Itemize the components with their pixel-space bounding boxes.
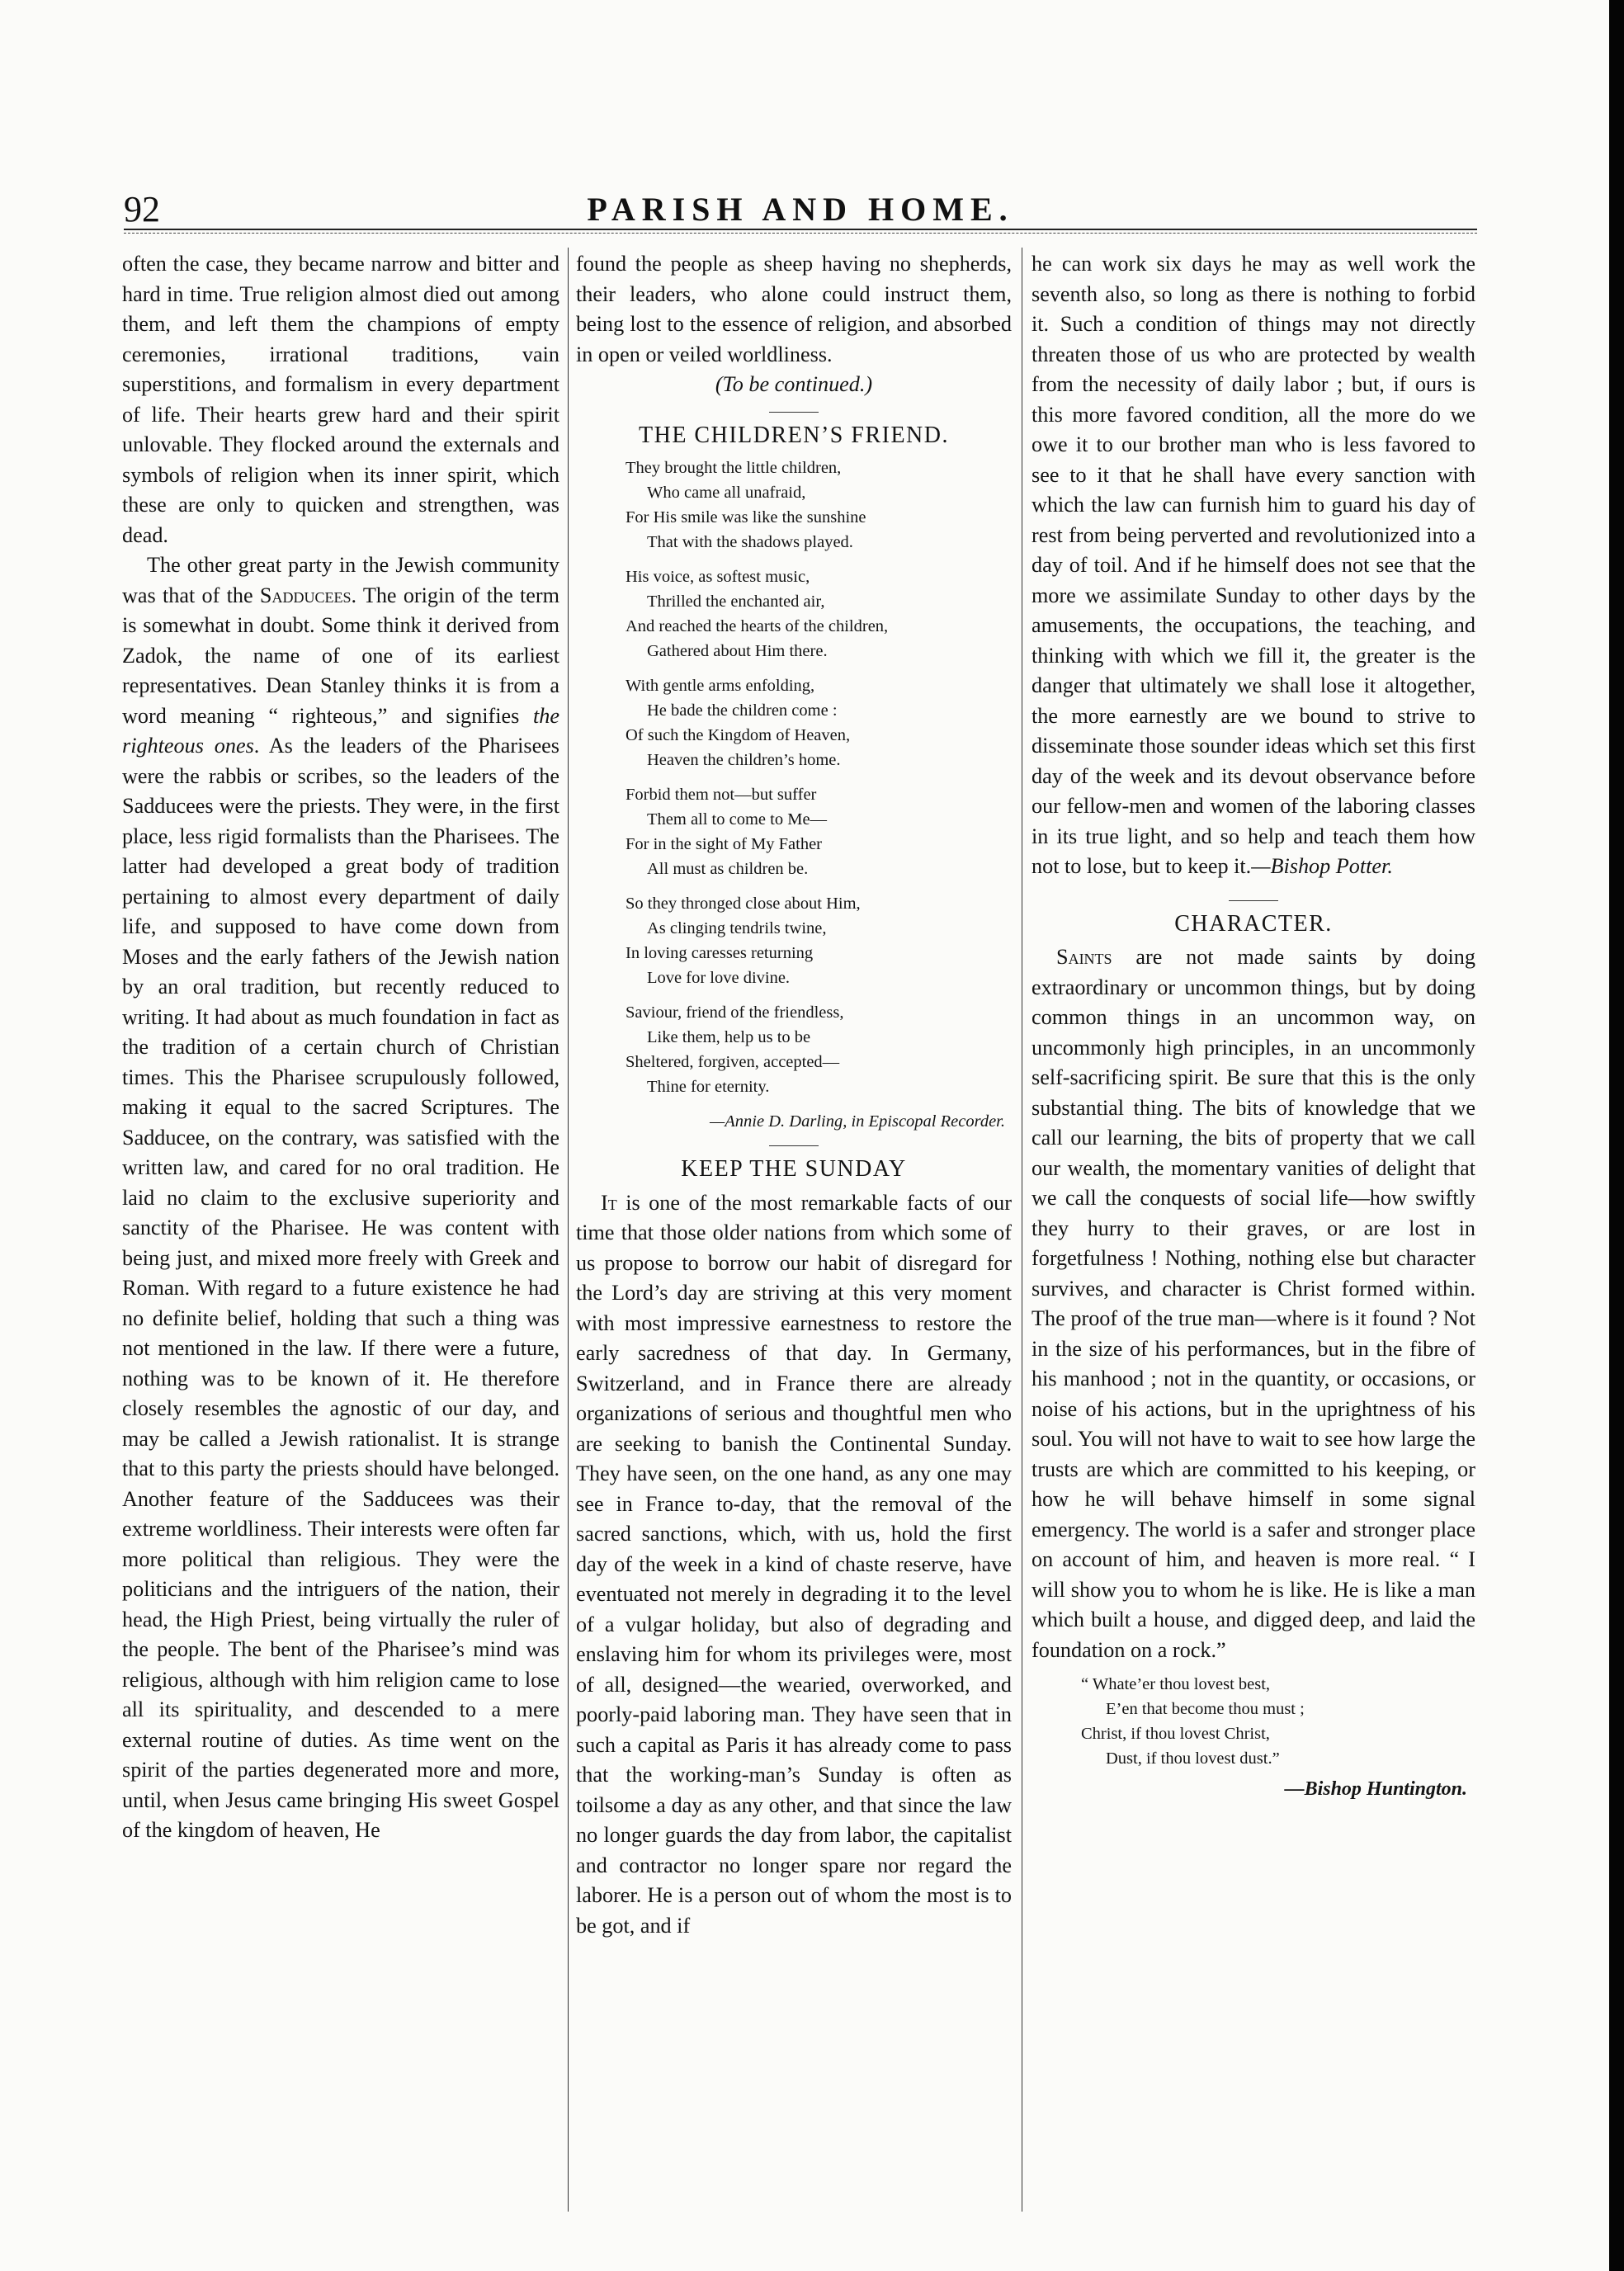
header-rule-dashed xyxy=(124,233,1477,234)
poem-line: Them all to come to Me— xyxy=(647,810,828,829)
paragraph: found the people as sheep having no shepherds, their leaders, who alone could instruct them, being lost to the essence of religion, and absorbed in open or veiled worldliness. xyxy=(576,252,1012,366)
poem-line: As clinging tendrils twine, xyxy=(647,919,827,937)
journal-title: PARISH AND HOME. xyxy=(587,191,1014,228)
poem-line: That with the shadows played. xyxy=(647,533,853,551)
poem-line: For His smile was like the sunshine xyxy=(626,508,866,526)
poem-line: Love for love divine. xyxy=(647,969,791,987)
text-run: Saints xyxy=(1056,945,1112,969)
article-title: KEEP THE SUNDAY xyxy=(681,1156,907,1182)
scan-edge xyxy=(1609,0,1624,2271)
page-number: 92 xyxy=(124,189,160,229)
text-run: . As the leaders of the Pharisees were the rabbis or scribes, so the leaders of the Sadducees were the priests. They were, in the first place, less rigid formalists than the Pharisees. The latter had developed a great body of tradition pertaining to almost every department of daily life, and supposed to have come down from Moses and the early fathers of the Jewish nation by an oral tradition, but recently reduced to writing. It had about as much foundation in fact as the tradition of a certain church of Christian times. This the Pharisee scrupulously followed, making it equal to the sacred Scriptures. The Sadducee, on the contrary, was satisfied with the written law, and cared for no oral tradition. He laid no claim to the exclusive superiority and sanctity of the Pharisee. He was content with being just, and mixed more freely with Greek and Roman. With regard to a future existence he had no definite belief, holding that such a thing was not mentioned in the law. If there were a future, nothing was to be known of it. He therefore closely resembles the agnostic of our day, and may be called a Jewish rationalist. It is strange that to this party the priests should have belonged. Another feature of the Sadducees was their extreme worldliness. Their interests were often far more political than religious. They were the politicians and the intriguers of the nation, their head, the High Priest, being virtually the ruler of the people. The bent of the Pharisee’s mind was religious, although with him religion came to lose all its spirituality, and descended to a mere external routine of duties. As time went on the spirit of the parties degenerated more and more, until, when Jesus came bringing His sweet Gospel of the kingdom of heaven, He xyxy=(122,734,560,1842)
paragraph xyxy=(122,550,559,1846)
poem-line: Like them, help us to be xyxy=(647,1028,811,1046)
verse-line: Christ, if thou lovest Christ, xyxy=(1081,1725,1270,1743)
stanza xyxy=(626,456,1012,555)
stanza xyxy=(626,564,1012,663)
poem-line: Saviour, friend of the friendless, xyxy=(626,1003,844,1022)
poem-attribution: —Annie D. Darling, in Episcopal Recorder. xyxy=(710,1112,1005,1131)
column-1 xyxy=(122,249,559,1846)
poem-line: They brought the little children, xyxy=(626,459,842,477)
poem-line: All must as children be. xyxy=(647,860,809,878)
poem-line: In loving caresses returning xyxy=(626,944,814,962)
separator xyxy=(1229,900,1278,901)
header-rule xyxy=(124,229,1477,230)
paragraph xyxy=(576,1188,1012,1942)
poem-line: Who came all unafraid, xyxy=(647,484,806,502)
text-run: . The origin of the term is somewhat in doubt. Some think it derived from Zadok, the name of one of its earliest representatives. Dean Stanley thinks it is from a word meaning “ righteous,” and signifies xyxy=(122,583,559,728)
poem-line: With gentle arms enfolding, xyxy=(626,677,815,695)
signature: —Bishop Potter. xyxy=(1251,854,1393,878)
article-title: CHARACTER. xyxy=(1174,910,1333,937)
verse-line: E’en that become thou must ; xyxy=(1106,1700,1305,1718)
verse xyxy=(1081,1672,1475,1771)
poem-line: For in the sight of My Father xyxy=(626,835,823,853)
column-divider xyxy=(568,248,569,2212)
poem-title: THE CHILDREN’S FRIEND. xyxy=(639,422,949,448)
stanza xyxy=(626,891,1012,990)
verse-line: Dust, if thou lovest dust.” xyxy=(1106,1749,1280,1768)
signature: —Bishop Huntington. xyxy=(1284,1778,1467,1800)
text-run: are not made saints by doing extraordinary or uncommon things, but by doing common things in an uncommon way, on uncommonly high principles, in an uncommonly self-sacrificing spirit. Be sure that this is the only substantial thing. The bits of knowledge that we call our learning, the bits of property that we call our wealth, the momentary vanities of delight that we call the conquests of social life—how swiftly they hurry to their graves, or are lost in forgetfulness ! Nothing, nothing else but character survives, and character is Christ formed within. The proof of the true man—where is it found ? Not in the size of his performances, but in the fibre of his manhood ; not in the quantity, or occasions, or noise of his actions, but in the uprightness of his soul. You will not have to wait to see how large the trusts are which are committed to his keeping, or how he will behave himself in some signal emergency. The world is a safer and stronger place on account of him, and heaven is more real. “ I will show you to whom he is like. He is like a man which built a house, and digged deep, and laid the foundation on a rock.” xyxy=(1032,945,1475,1662)
text-run: is one of the most remarkable facts of our time that those older nations from which some of us propose to borrow our habit of disregard for the Lord’s day are striving at this very moment with most impressive earnestness to restore the early sacredness of that day. In Germany, Switzerland, and in France there are already organizations of serious and thoughtful men who are seeking to banish the Continental Sunday. They have seen, on the one hand, as any one may see in France to-day, that the removal of the sacred sanctions, which, with us, hold the first day of the week in a kind of chaste reserve, have eventuated not merely in degrading it to the level of a vulgar holiday, but also of degrading and enslaving him for whom its privileges were, most of all, designed—the wearied, overworked, and poorly-paid laboring man. They have seen that in such a capital as Paris it has already come to pass that the working-man’s Sunday is often as toilsome a day as any other, and that since the law no longer guards the day from labor, the capitalist and contractor no longer spare nor regard the laborer. He is a person out of whom the most is to be got, and if xyxy=(576,1190,1012,1938)
column-3 xyxy=(1032,249,1475,1805)
separator xyxy=(769,412,819,413)
paragraph xyxy=(1032,249,1475,882)
poem-line: His voice, as softest music, xyxy=(626,568,810,586)
text-run: Sadducees xyxy=(259,583,352,607)
poem-line: Heaven the children’s home. xyxy=(647,751,841,769)
text-run: the righteous ones xyxy=(122,703,559,758)
verse-line: “ Whate’er thou lovest best, xyxy=(1081,1675,1271,1693)
stanza xyxy=(626,673,1012,772)
continued-note: (To be continued.) xyxy=(715,372,873,396)
separator xyxy=(769,1145,819,1146)
poem-line: And reached the hearts of the children, xyxy=(626,617,889,635)
poem-line: So they thronged close about Him, xyxy=(626,895,861,913)
poem-line: Thrilled the enchanted air, xyxy=(647,593,825,611)
poem-line: Thine for eternity. xyxy=(647,1078,770,1096)
column-2 xyxy=(576,249,1012,1941)
poem-line: Sheltered, forgiven, accepted— xyxy=(626,1053,840,1071)
stanza xyxy=(626,1000,1012,1099)
poem-line: He bade the children come : xyxy=(647,701,838,720)
poem-line: Of such the Kingdom of Heaven, xyxy=(626,726,851,744)
paragraph xyxy=(1032,942,1475,1665)
stanza xyxy=(626,782,1012,881)
poem-line: Forbid them not—but suffer xyxy=(626,786,817,804)
poem xyxy=(626,456,1012,1099)
text-run: The other great party in the Jewish community was that of the xyxy=(122,553,559,607)
poem-line: Gathered about Him there. xyxy=(647,642,828,660)
text-run: he can work six days he may as well work the seventh also, so long as there is nothing to forbid it. Such a condition of things may not directly threaten those of us who are protected by wealth from the necessity of daily labor ; but, if ours is this more favored condition, all the more do we owe it to our brother man who is less favored to see to it that he shall have every sanction with which the law can furnish him to guard his day of rest from being perverted and revolutionized into a day of toil. And if he himself does not see that the more we assimilate Sunday to other days by the amusements, the occupations, the teaching, and thinking with which we fill it, the greater is the danger that ultimately we shall lose it altogether, the more earnestly are we bound to strive to disseminate those sounder ideas which set this first day of the week and its devout observance before our fellow-men and women of the laboring classes in its true light, and so help and teach them how not to lose, but to keep it. xyxy=(1032,252,1475,878)
text-run: It xyxy=(601,1190,617,1215)
paragraph: often the case, they became narrow and bitter and hard in time. True religion almost died out among them, and left them the champions of empty ceremonies, irrational traditions, vain superstitions, and formalism in every department of life. Their hearts grew hard and their spirit unlovable. They flocked around the externals and symbols of religion when its inner spirit, which these are only to quicken and strengthen, was dead. xyxy=(122,252,559,547)
